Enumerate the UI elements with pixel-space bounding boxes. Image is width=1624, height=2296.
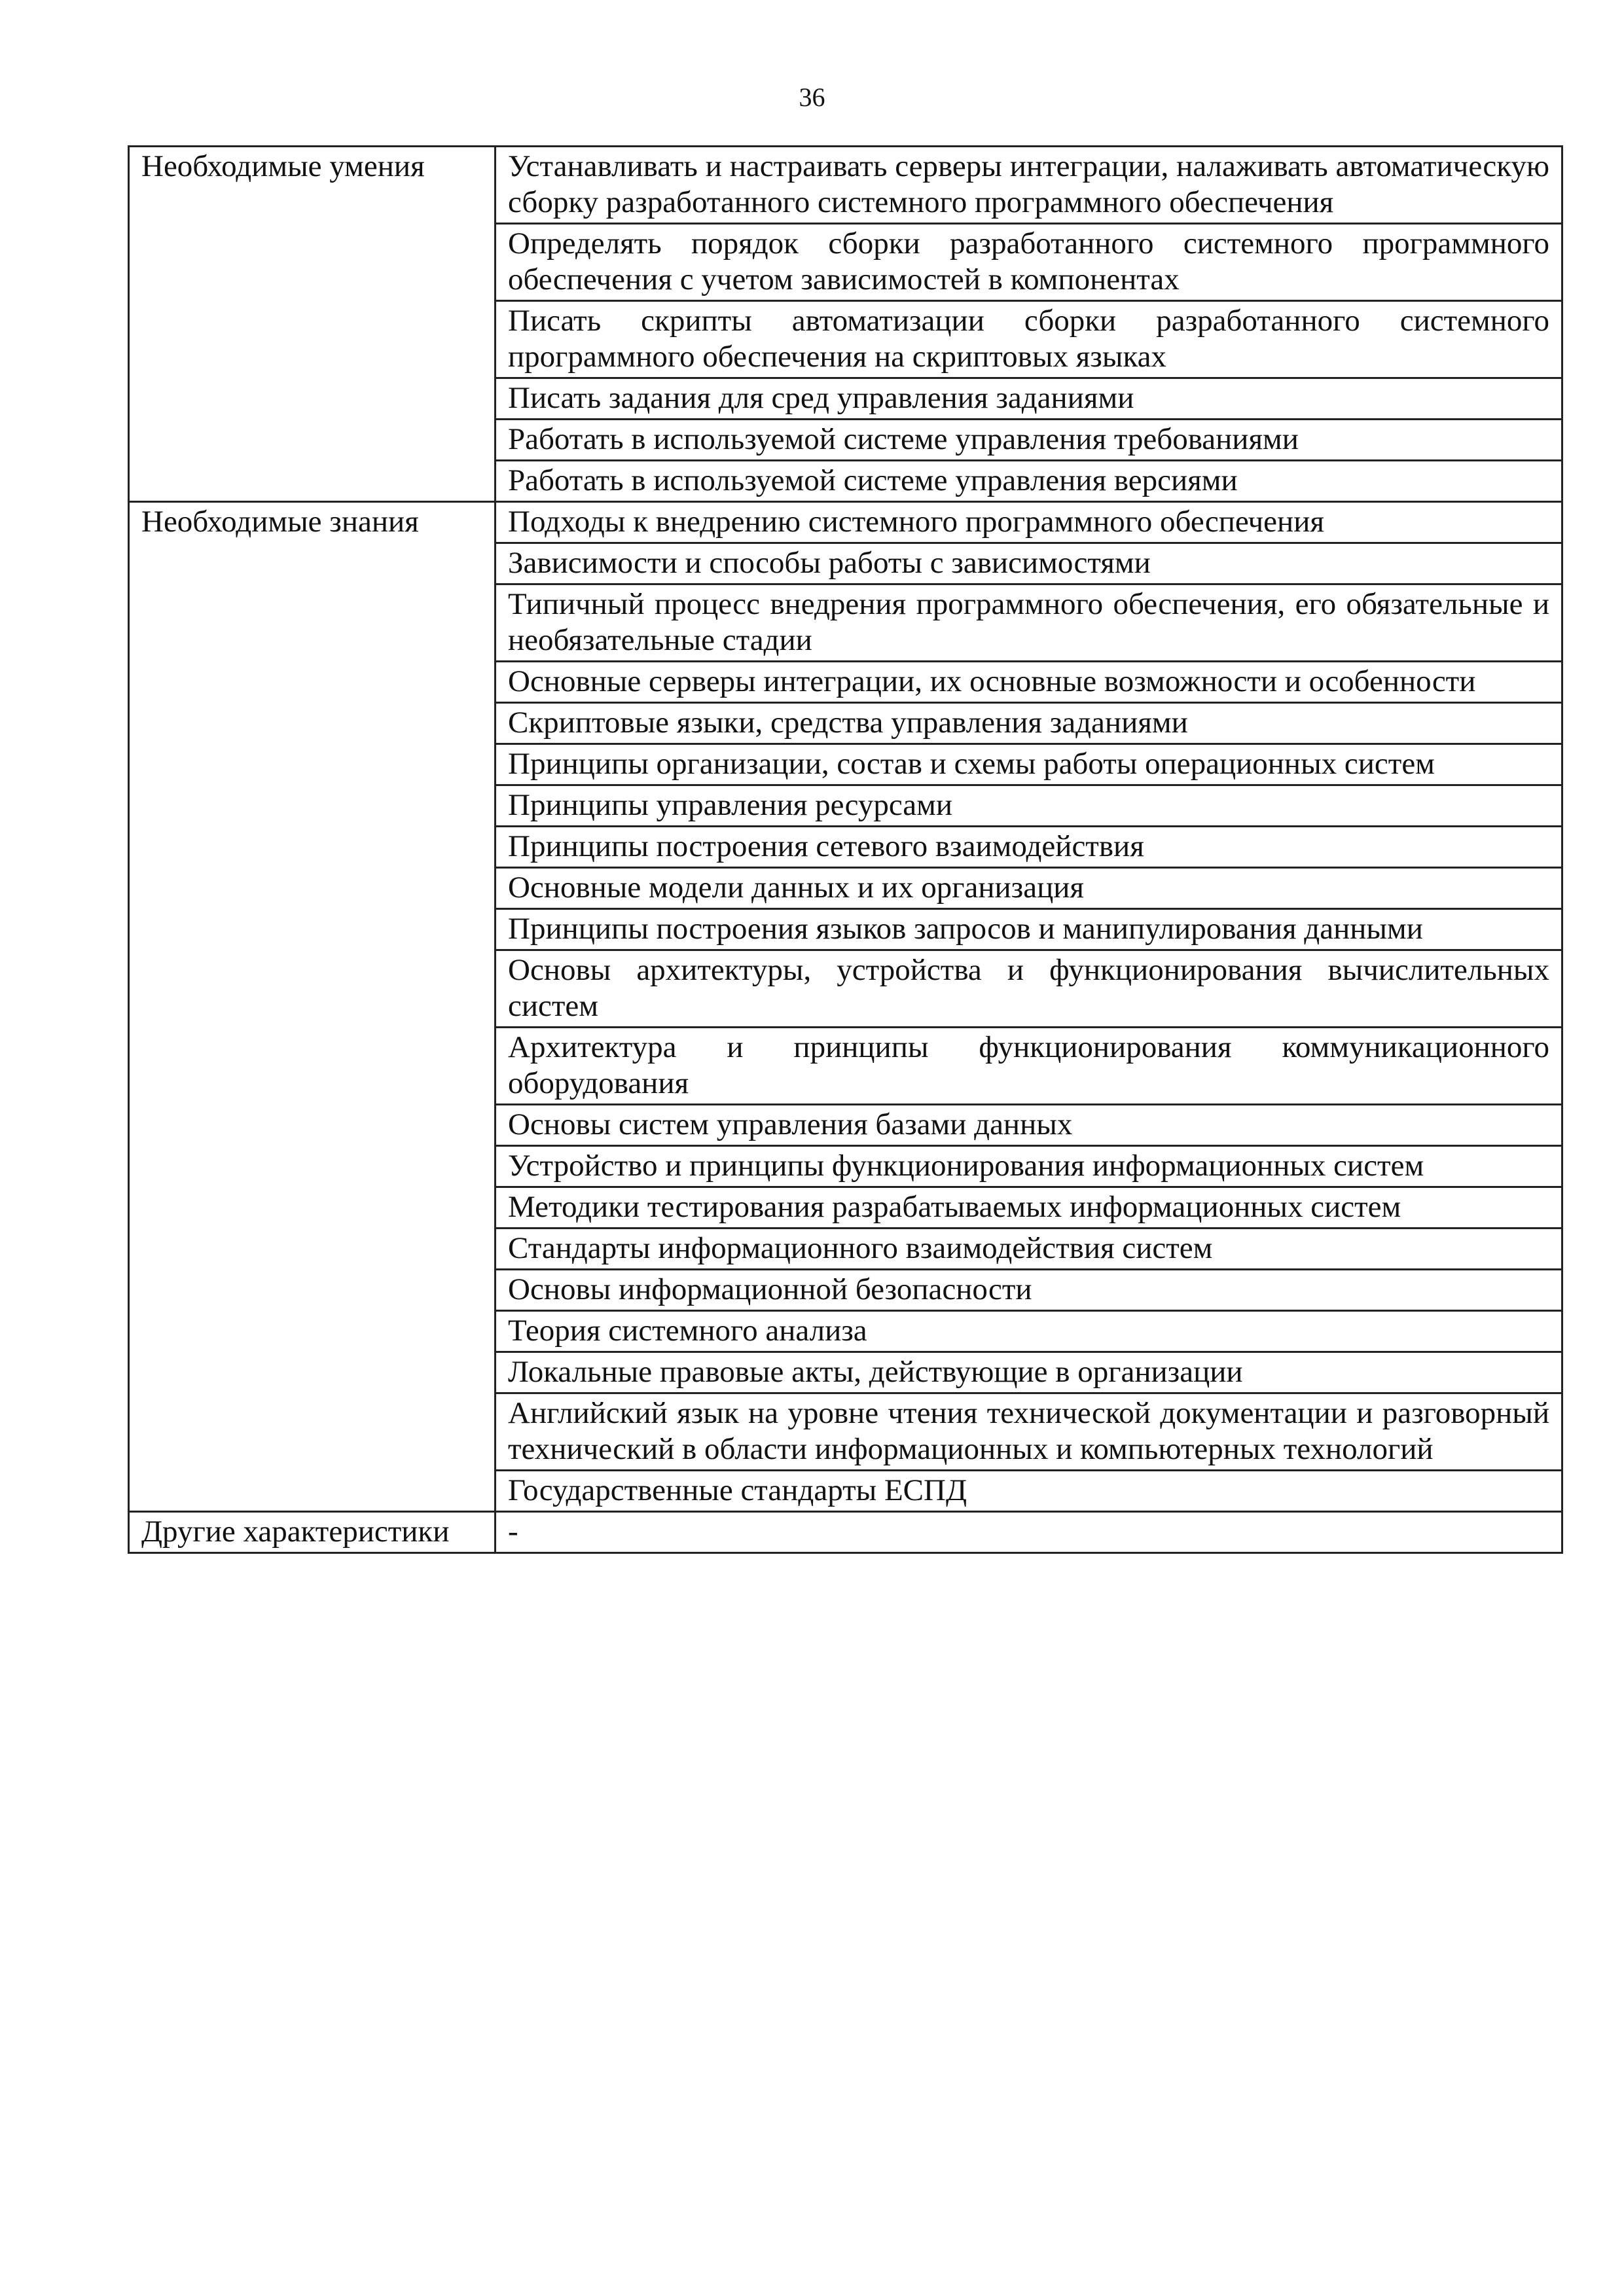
section-item: Основы архитектуры, устройства и функционирования вычислительных систем <box>496 950 1562 1028</box>
section-item: Теория системного анализа <box>496 1311 1562 1352</box>
section-item: Принципы управления ресурсами <box>496 785 1562 827</box>
page-number: 36 <box>799 82 825 112</box>
section-item: Типичный процесс внедрения программного обеспечения, его обязательные и необязательные стадии <box>496 584 1562 662</box>
section-item: Принципы построения сетевого взаимодействия <box>496 827 1562 868</box>
section-label: Другие характеристики <box>129 1512 496 1553</box>
section-label: Необходимые знания <box>129 502 496 1512</box>
section-item: Основы систем управления базами данных <box>496 1105 1562 1146</box>
section-item: Английский язык на уровне чтения технической документации и разговорный технический в области информационных и компьютерных технологий <box>496 1393 1562 1471</box>
section-item: Локальные правовые акты, действующие в организации <box>496 1352 1562 1393</box>
table-row <box>129 1512 1562 1553</box>
section-label: Необходимые умения <box>129 147 496 502</box>
section-item: Писать задания для сред управления заданиями <box>496 378 1562 420</box>
section-item: Методики тестирования разрабатываемых информационных систем <box>496 1187 1562 1229</box>
table-row <box>129 502 1562 543</box>
section-item: Работать в используемой системе управления требованиями <box>496 420 1562 461</box>
requirements-table <box>128 145 1563 1554</box>
section-item: Подходы к внедрению системного программного обеспечения <box>496 502 1562 543</box>
section-item: Устанавливать и настраивать серверы интеграции, налаживать автоматическую сборку разработанного системного программного обеспечения <box>496 147 1562 224</box>
section-item: Писать скрипты автоматизации сборки разработанного системного программного обеспечения на скриптовых языках <box>496 301 1562 378</box>
section-item: Определять порядок сборки разработанного системного программного обеспечения с учетом зависимостей в компонентах <box>496 224 1562 301</box>
section-item: Основы информационной безопасности <box>496 1270 1562 1311</box>
section-item: Зависимости и способы работы с зависимостями <box>496 543 1562 584</box>
section-item: Принципы организации, состав и схемы работы операционных систем <box>496 744 1562 785</box>
section-item: Скриптовые языки, средства управления заданиями <box>496 703 1562 744</box>
section-item: Стандарты информационного взаимодействия систем <box>496 1229 1562 1270</box>
section-item: Основные модели данных и их организация <box>496 868 1562 909</box>
section-item: Работать в используемой системе управления версиями <box>496 461 1562 502</box>
section-item: - <box>496 1512 1562 1553</box>
requirements-table-body <box>129 147 1562 1553</box>
section-item: Архитектура и принципы функционирования коммуникационного оборудования <box>496 1028 1562 1105</box>
section-item: Принципы построения языков запросов и манипулирования данными <box>496 909 1562 950</box>
section-item: Основные серверы интеграции, их основные возможности и особенности <box>496 662 1562 703</box>
table-row <box>129 147 1562 224</box>
section-item: Государственные стандарты ЕСПД <box>496 1471 1562 1512</box>
section-item: Устройство и принципы функционирования информационных систем <box>496 1146 1562 1187</box>
